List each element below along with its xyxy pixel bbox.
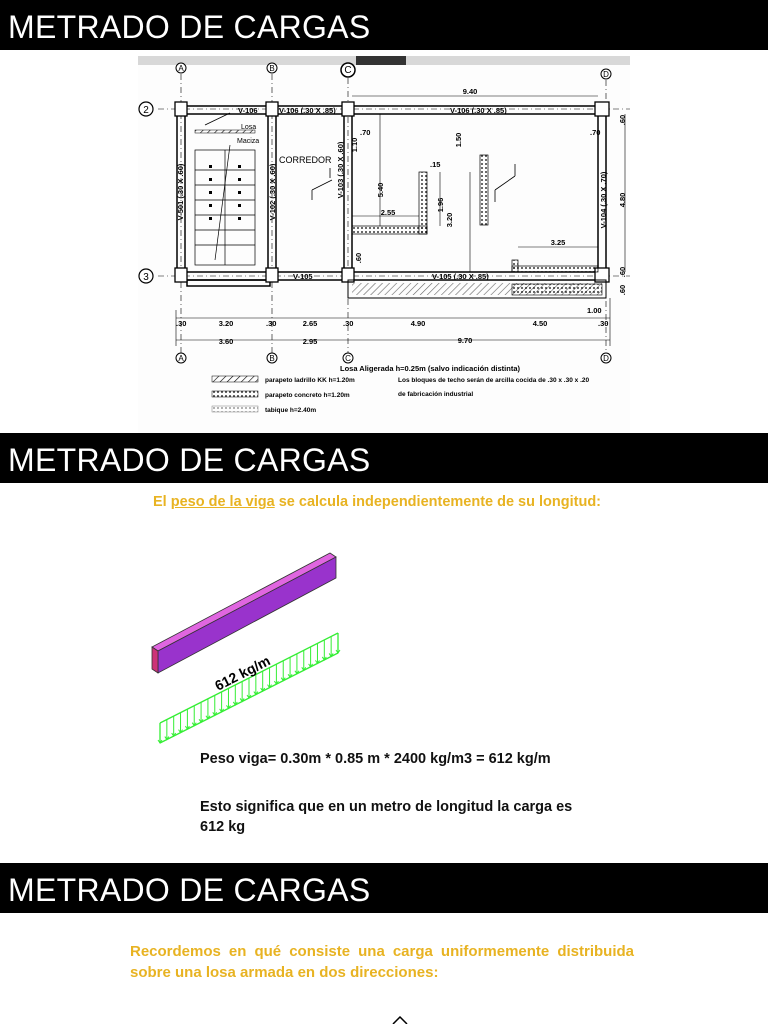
beam-v105-right: V-105 (.30 X .85): [432, 272, 489, 281]
beam-top-face: [152, 553, 336, 651]
slide-title: METRADO DE CARGAS: [0, 863, 768, 913]
dim-9-70: 9.70: [457, 336, 473, 345]
beam-end-face: [152, 647, 158, 673]
slide-2: [0, 433, 768, 863]
axis-c-top: C: [344, 65, 352, 76]
legend-item-1: parapeto ladrillo KK h=1.20m: [265, 377, 355, 384]
axis-a-bottom: A: [178, 354, 184, 363]
paragraph-start: El: [153, 494, 167, 510]
dim-1-00: 1.00: [587, 306, 602, 315]
dim-2-65: 2.65: [302, 319, 318, 328]
dim-0-60-b: .60: [618, 114, 627, 126]
beam-v106-right: V-106 (.30 X .85): [450, 106, 507, 115]
dim-4-50: 4.50: [532, 319, 548, 328]
slide-1: [0, 0, 768, 433]
dim-1-96: 1.96: [436, 197, 445, 213]
beam-weight-formula: Peso viga= 0.30m * 0.85 m * 2400 kg/m3 = 612 kg/m: [200, 751, 551, 767]
legend-item-3: tabique h=2.40m: [265, 407, 317, 414]
axis-b-top: B: [269, 64, 275, 73]
axis-b-bottom: B: [269, 354, 275, 363]
legend-main: Losa Aligerada h=0.25m (salvo indicación distinta): [340, 364, 520, 373]
dim-4-80: 4.80: [618, 192, 627, 208]
beam-v105-left: V-105: [293, 272, 313, 281]
slide-title: METRADO DE CARGAS: [0, 0, 768, 50]
dim-3-25: 3.25: [550, 238, 566, 247]
peso-viga-link[interactable]: peso de la viga: [170, 494, 275, 510]
dim-3-60: 3.60: [218, 337, 234, 346]
axis-a-top: A: [178, 64, 184, 73]
dim-3-20: 3.20: [218, 319, 234, 328]
dim-0-60-d: .60: [618, 284, 627, 296]
beam-load-illustration: [140, 523, 360, 753]
dim-0-70-left: .70: [360, 128, 371, 137]
beam-v103: V-103 (.30 X .60): [336, 141, 345, 199]
dim-0-60-a: .60: [354, 252, 363, 264]
slide-3: [0, 863, 768, 1024]
label-maciza: Maciza: [237, 138, 260, 145]
row-3-label: 3: [143, 272, 149, 283]
legend-note-2: de fabricación industrial: [398, 391, 474, 398]
dim-1-10: 1.10: [350, 137, 359, 153]
paragraph-end: se calcula independientemente de su longitud:: [278, 494, 602, 510]
dim-4-90: 4.90: [410, 319, 426, 328]
slide-title: METRADO DE CARGAS: [0, 433, 768, 483]
axis-c-bottom: C: [345, 354, 351, 363]
slab-paragraph: Recordemos en qué consiste una carga uniformemente distribuida sobre una losa armada en dos direcciones:: [130, 943, 634, 981]
dim-2-95: 2.95: [302, 337, 318, 346]
dim-5-40: 5.40: [376, 182, 385, 198]
label-losa: Losa: [241, 124, 257, 131]
beam-weight-paragraph: [153, 493, 605, 511]
label-corredor: CORREDOR: [279, 155, 332, 165]
legend-note-1: Los bloques de techo serán de arcilla cocida de .30 x .30 x .20: [398, 377, 590, 384]
beam-side-face: [158, 557, 336, 673]
floor-plan: [0, 50, 768, 433]
dim-1-50: 1.50: [454, 132, 463, 148]
dim-0-30-d: .30: [598, 319, 609, 328]
dim-3-20-v: 3.20: [445, 212, 454, 228]
dim-0-70-right: .70: [590, 128, 601, 137]
dim-0-30-a: .30: [176, 319, 187, 328]
dim-0-15: .15: [430, 160, 441, 169]
dim-0-30-c: .30: [343, 319, 354, 328]
row-2-label: 2: [143, 105, 149, 116]
beam-v106-mid: V-106 (.30 X .85): [279, 106, 336, 115]
floor-plan-drawing: [0, 50, 768, 433]
beam-weight-conclusion: Esto significa que en un metro de longitud la carga es 612 kg: [200, 799, 573, 835]
dim-0-30-b: .30: [266, 319, 277, 328]
beam-v106-left: V-106: [238, 106, 258, 115]
arrow-top-icon: [390, 1015, 410, 1024]
axis-d-bottom: D: [603, 354, 609, 363]
beam-v501: V-501 (.30 X .60): [176, 163, 185, 221]
load-label: 612 kg/m: [212, 652, 273, 694]
legend-item-2: parapeto concreto h=1.20m: [265, 392, 350, 399]
dim-0-60-c: .60: [618, 266, 627, 278]
axis-d-top: D: [603, 70, 609, 79]
dim-9-40: 9.40: [462, 87, 478, 96]
dim-2-55: 2.55: [380, 208, 396, 217]
beam-v104: V-104 (.30 X .70): [599, 171, 608, 229]
beam-v102: V-102 (.30 X .60): [268, 163, 277, 221]
